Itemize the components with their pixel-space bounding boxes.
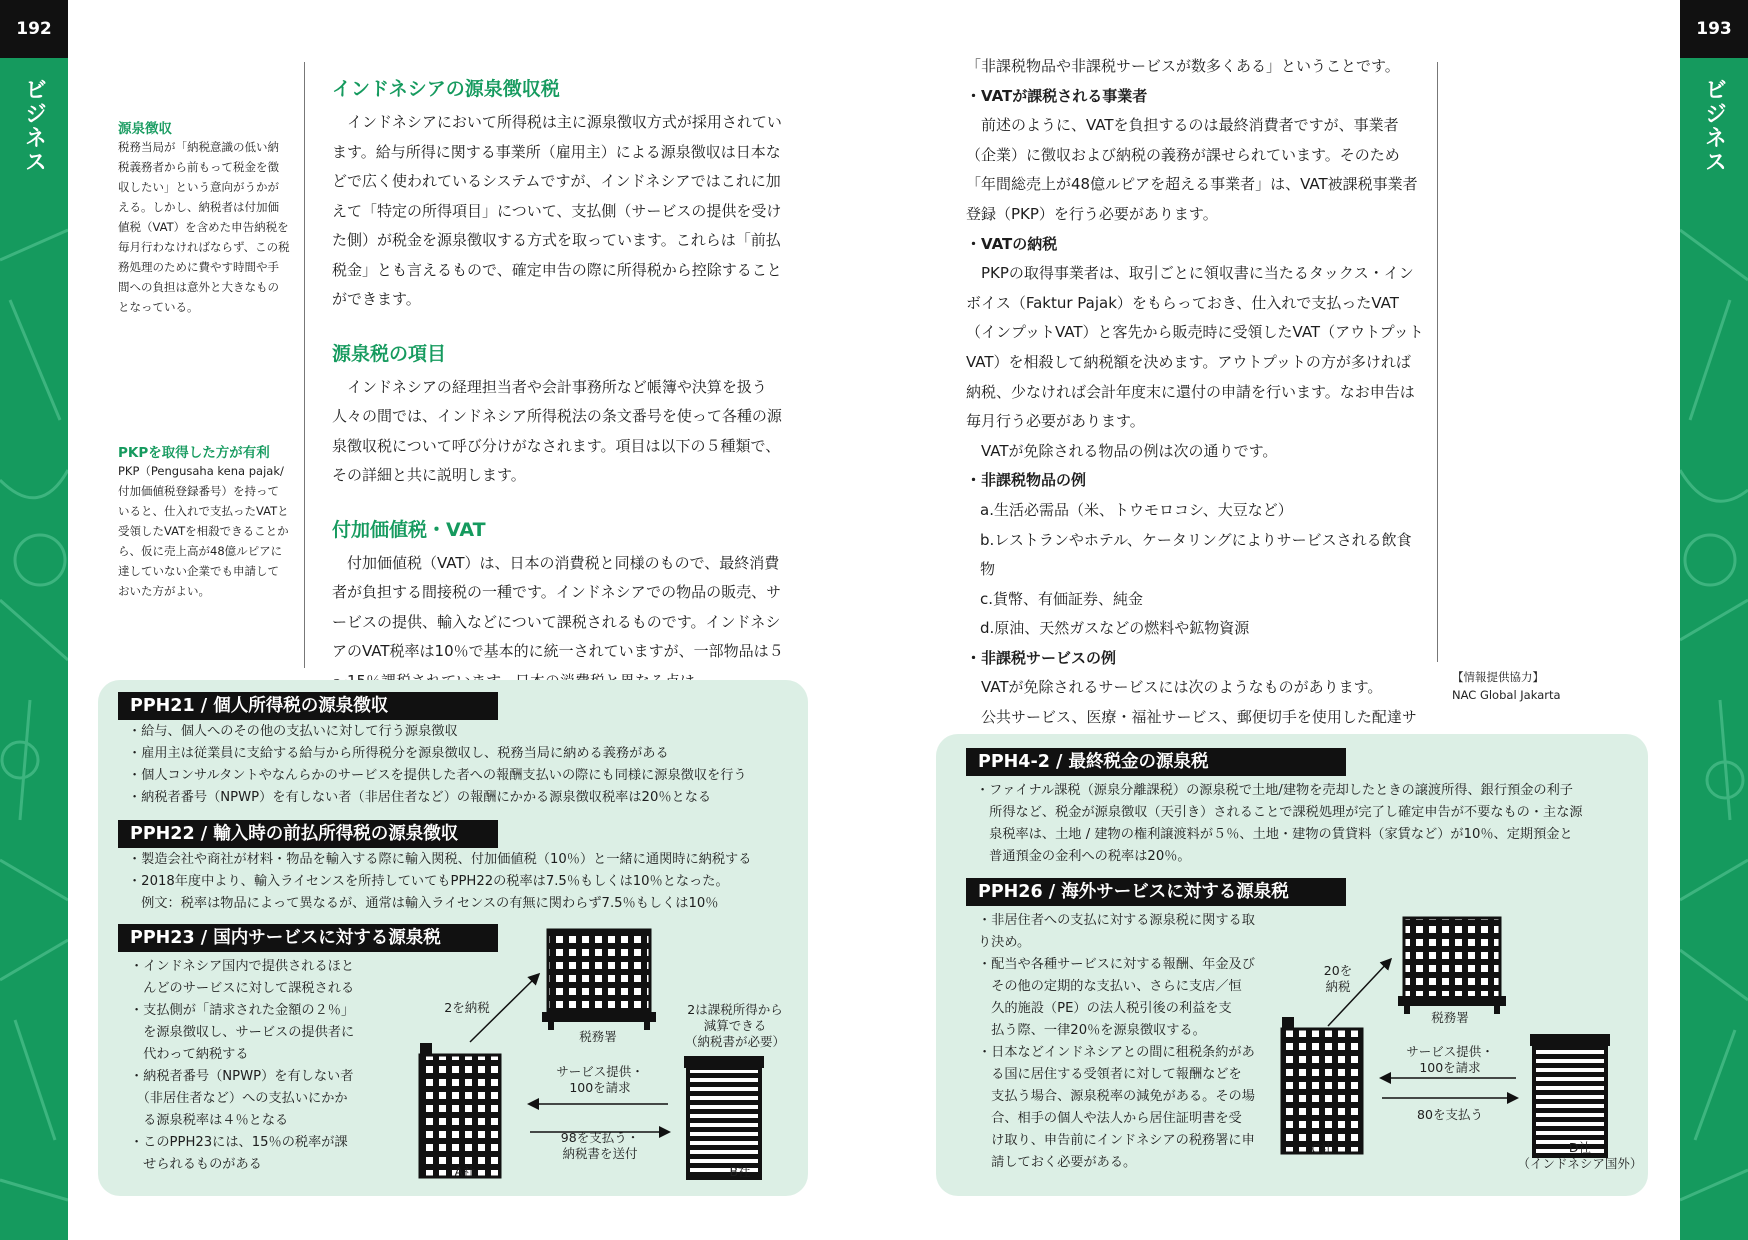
- side-note-title: PKPを取得した方が有利: [118, 445, 270, 461]
- section-label: ビジネス: [1701, 78, 1727, 174]
- list-item: 代わって納税する: [130, 1047, 249, 1062]
- company-d-label-line: D社: [1568, 1140, 1592, 1155]
- company-a-building-icon: [420, 1043, 500, 1177]
- list-item: 普通預金の金利への税率は20％。: [976, 849, 1191, 864]
- section-heading: 付加価値税・VAT: [332, 518, 486, 541]
- payment-label-line: 納税書を送付: [562, 1146, 638, 1161]
- list-item: ・納税者番号（NPWP）を有しない者（非居住者など）の報酬にかかる源泉徴収税率は20％となる: [128, 790, 712, 805]
- section-body: 付加価値税（VAT）は、日本の消費税と同様のもので、最終消費者が負担する間接税の一種です。インドネシアでの物品の販売、サービスの提供、輸入などについて課税されるものです。インドネシアのVAT税率は10％で基本的に統一されていますが、一部物品は５: [332, 553, 784, 660]
- list-item: んどのサービスに対して課税される: [130, 981, 355, 996]
- main-text-right: [966, 52, 1424, 792]
- map-pattern-left: [0, 0, 68, 1240]
- service-label-line: サービス提供・: [1406, 1044, 1494, 1059]
- payment-label-line: 98を支払う・: [560, 1130, 640, 1145]
- company-c-building-icon: [1282, 1017, 1362, 1153]
- box-heading-pph22: PPH22 / 輸入時の前払所得税の源泉徴収: [118, 820, 498, 848]
- page-number: 192: [0, 0, 68, 58]
- list-item: 支払う場合、源泉税率の減免がある。その場: [978, 1089, 1255, 1104]
- list-item: 久的施設（PE）の法人税引後の利益を支: [978, 1001, 1232, 1016]
- payment-label: [540, 1130, 660, 1162]
- deduct-note-line: 減算できる: [703, 1018, 767, 1033]
- subheading: ・非課税サービスの例: [966, 648, 1117, 667]
- company-d-label-line: （インドネシア国外）: [1517, 1156, 1643, 1171]
- list-item: ・製造会社や商社が材料・物品を輸入する際に輸入関税、付加価値税（10％）と一緒に通関時に納税する: [128, 852, 752, 867]
- list-item: d.原油、天然ガスなどの燃料や鉱物資源: [980, 619, 1250, 638]
- map-pattern-right: [1680, 0, 1748, 1240]
- company-b-label: B社: [729, 1164, 751, 1179]
- list-item: （非居住者など）への支払いにかか: [130, 1091, 348, 1106]
- page-number: 193: [1680, 0, 1748, 58]
- credit: [1452, 668, 1622, 704]
- list-item: 払う際、一律20％を源泉徴収する。: [978, 1023, 1206, 1038]
- side-note-withholding: [118, 117, 290, 317]
- tax-office-label: 税務署: [579, 1029, 617, 1044]
- paragraph: VATが免除される物品の例は次の通りです。: [981, 441, 1278, 460]
- list-item: ・給与、個人へのその他の支払いに対して行う源泉徴収: [128, 724, 458, 739]
- service-label-line: サービス提供・: [556, 1064, 644, 1079]
- box-heading-pph23: PPH23 / 国内サービスに対する源泉税: [118, 924, 498, 952]
- box-heading-pph42: PPH4-2 / 最終税金の源泉税: [966, 748, 1346, 776]
- column-divider: [304, 62, 305, 668]
- service-label: [540, 1064, 660, 1096]
- deduct-note-line: （納税書が必要）: [684, 1034, 785, 1049]
- list-item: る国に居住する受領者に対して報酬などを: [978, 1067, 1242, 1082]
- subheading: ・VATが課税される事業者: [966, 86, 1148, 105]
- list-item: a.生活必需品（米、トウモロコシ、大豆など）: [980, 500, 1293, 519]
- payment-label: 80を支払う: [1417, 1107, 1483, 1122]
- company-d-label: [1515, 1140, 1645, 1172]
- paragraph: 公共サービス、医療・福祉サービス、郵便切手を使用した配達サ: [981, 708, 1417, 727]
- deduct-note-line: 2は課税所得から: [687, 1002, 783, 1017]
- list-item: ・ファイナル課税（源泉分離課税）の源泉税で土地/建物を売却したときの譲渡所得、銀行預金の利子: [976, 783, 1573, 798]
- side-note-body: PKP（Pengusaha kena pajak/付加価値税登録番号）を持っていると、仕入れで支払ったVATと受領したVATを相殺できることから、仮に売上高が48億ルピアに達していない企業でも申請しておいた方がよい。: [118, 464, 289, 598]
- box-heading-pph26: PPH26 / 海外サービスに対する源泉税: [966, 878, 1346, 906]
- pph22-list: [128, 849, 798, 915]
- left-sidebar: [0, 0, 68, 1240]
- company-d-shutter-icon: [1530, 1034, 1610, 1156]
- pph23-list: [130, 956, 400, 1176]
- list-item: ・このPPH23には、15％の税率が課: [130, 1135, 348, 1150]
- service-label-line: 100を請求: [1419, 1060, 1481, 1075]
- side-note-body: 税務当局が「納税意識の低い納税義務者から前もって税金を徴収したい」という意向がうかがえる。しかし、納税者は付加価値税（VAT）を含めた申告納税を毎月行わなければならず、この税務処理のために費やす時間や手間への負担は意外と大きなものとなっている。: [118, 140, 290, 314]
- box-heading-pph21: PPH21 / 個人所得税の源泉徴収: [118, 692, 498, 720]
- section-heading: インドネシアの源泉徴収税: [332, 78, 560, 100]
- list-item: を源泉徴収し、サービスの提供者に: [130, 1025, 355, 1040]
- list-item: その他の定期的な支払い、さらに支店／恒: [978, 979, 1242, 994]
- list-item: け取り、申告前にインドネシアの税務署に申: [978, 1133, 1255, 1148]
- list-item: 例文：税率は物品によって異なるが、通常は輸入ライセンスの有無に関わらず7.5％もしくは10％: [128, 896, 719, 911]
- pay-tax-label-line: 20を: [1323, 963, 1353, 978]
- column-divider: [1437, 62, 1438, 662]
- section-label: ビジネス: [21, 78, 47, 174]
- tax-office-label: 税務署: [1431, 1010, 1469, 1025]
- pay-tax-label-line: 納税: [1325, 979, 1351, 994]
- service-label-line: 100を請求: [569, 1080, 631, 1095]
- list-item: ・雇用主は従業員に支給する給与から所得税分を源泉徴収し、税務当局に納める義務がある: [128, 746, 669, 761]
- list-item: 合、相手の個人や法人から居住証明書を受: [978, 1111, 1242, 1126]
- list-item: ・日本などインドネシアとの間に租税条約があ: [978, 1045, 1255, 1060]
- list-item: 所得など、税金が源泉徴収（天引き）されることで課税処理が完了し確定申告が不要なもの・主な源: [976, 805, 1583, 820]
- section-body: インドネシアの経理担当者や会計事務所など帳簿や決算を扱う人々の間では、インドネシア所得税法の条文番号を使って各種の源泉徴収税について呼び分けがなされます。項目は以下の５種類で、その詳細と共に説明します。: [332, 377, 782, 484]
- list-item: b.レストランやホテル、ケータリングによりサービスされる飲食物: [980, 530, 1412, 579]
- tax-office-icon: [542, 930, 656, 1030]
- credit-name: NAC Global Jakarta: [1452, 688, 1561, 702]
- tax-office-icon: [1398, 918, 1506, 1014]
- deduct-note: [670, 1002, 800, 1050]
- main-text-left: [332, 74, 784, 696]
- list-item: ・インドネシア国内で提供されるほと: [130, 959, 355, 974]
- subheading: ・VATの納税: [966, 234, 1058, 253]
- pph21-list: [128, 721, 798, 809]
- company-c-label: C社: [1311, 1141, 1333, 1156]
- list-item: 泉税率は、土地 / 建物の権利譲渡料が５％、土地・建物の賃貸料（家賃など）が10％、定期預金と: [976, 827, 1573, 842]
- list-item: ・非居住者への支払に対する源泉税に関する取り決め。: [978, 913, 1255, 950]
- list-item: せられるものがある: [130, 1157, 262, 1172]
- list-item: る源泉税率は４％となる: [130, 1113, 289, 1128]
- side-note-pkp: [118, 441, 290, 601]
- list-item: c.貨幣、有価証券、純金: [980, 589, 1144, 608]
- section-heading: 源泉税の項目: [332, 342, 447, 365]
- list-item: ・2018年度中より、輸入ライセンスを所持していてもPPH22の税率は7.5％もしくは10％となった。: [128, 874, 729, 889]
- company-a-label: A社: [454, 1164, 476, 1179]
- paragraph: 前述のように、VATを負担するのは最終消費者ですが、事業者（企業）に徴収および納税の義務が課せられています。そのため「年間総売上が48億ルピアを超える事業者」は、VAT被課税事業者登録（PKP）を行う必要があります。: [966, 116, 1418, 223]
- service-label: [1390, 1044, 1510, 1076]
- list-item: 請しておく必要がある。: [978, 1155, 1137, 1170]
- pay-tax-label: [1318, 963, 1358, 995]
- pph26-list: [978, 910, 1268, 1174]
- paragraph: 「非課税物品や非課税サービスが数多くある」ということです。: [966, 57, 1400, 75]
- list-item: ・個人コンサルタントやなんらかのサービスを提供した者への報酬支払いの際にも同様に源泉徴収を行う: [128, 768, 747, 783]
- list-item: ・納税者番号（NPWP）を有しない者: [130, 1069, 354, 1084]
- section-body: インドネシアにおいて所得税は主に源泉徴収方式が採用されています。給与所得に関する事業所（雇用主）による源泉徴収は日本などで広く使われているシステムですが、インドネシアではこれに加えて「特定の所得項目」について、支払側（サービスの提供を受けた側）が税金を源泉徴収する方式を取っています。これらは「前払税金」とも言えるもので、確定申告の際に所得税から控除することができます。: [332, 113, 782, 308]
- pph42-list: [976, 780, 1636, 868]
- subheading: ・非課税物品の例: [966, 471, 1087, 490]
- company-b-shutter-icon: [684, 1056, 764, 1178]
- paragraph: PKPの取得事業者は、取引ごとに領収書に当たるタックス・インボイス（Faktur Pajak）をもらっておき、仕入れで支払ったVAT（インプットVAT）と客先から販売時に受領したVAT（アウトプットVAT）を相殺して納税額を決めます。アウトプットの方が多ければ納税、少なければ会計年度末に還付の申請を行います。なお申告は毎月行う必要があります。: [966, 264, 1424, 431]
- list-item: ・支払側が「請求された金額の２％」: [130, 1003, 355, 1018]
- list-item: ・配当や各種サービスに対する報酬、年金及び: [978, 957, 1255, 972]
- pay-tax-label: 2を納税: [444, 1000, 490, 1015]
- side-note-title: 源泉徴収: [118, 121, 172, 137]
- credit-label: 【情報提供協力】: [1452, 670, 1544, 684]
- paragraph: VATが免除されるサービスには次のようなものがあります。: [981, 678, 1383, 697]
- right-sidebar: [1680, 0, 1748, 1240]
